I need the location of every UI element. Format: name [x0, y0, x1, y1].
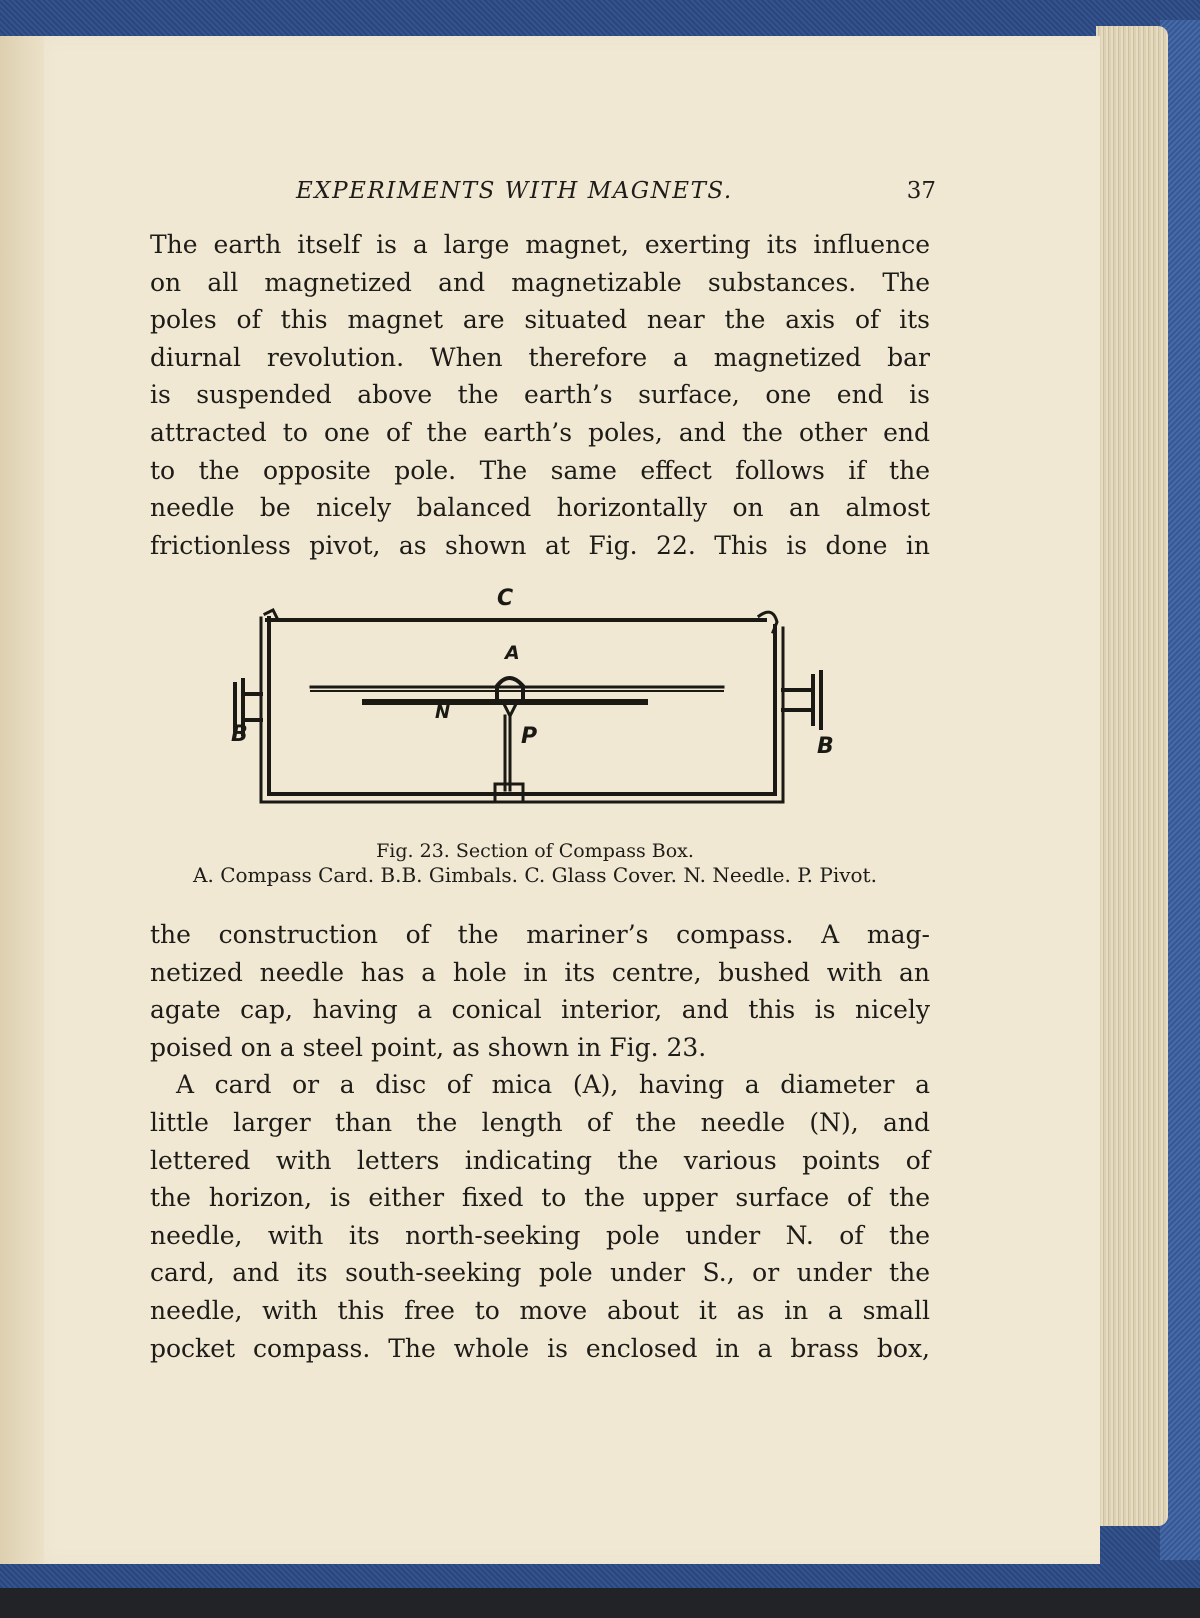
paragraph-bottom — [150, 916, 930, 1367]
text-line: A card or a disc of mica (A), having a diameter a — [176, 1070, 930, 1100]
pivot-line — [505, 716, 510, 790]
label-gimbal-left: B — [231, 722, 248, 747]
text-line: frictionless pivot, as shown at Fig. 22. This is done in — [150, 530, 930, 560]
running-title: EXPERIMENTS WITH MAGNETS. — [296, 178, 733, 204]
text-line: pocket compass. The whole is enclosed in a brass box, — [150, 1333, 930, 1363]
running-header — [296, 178, 936, 208]
label-gimbal-right: B — [817, 734, 834, 759]
paragraph-top — [150, 226, 930, 564]
background-surface — [0, 1588, 1200, 1618]
gimbal-right — [783, 672, 821, 728]
label-compass-card: A — [505, 642, 520, 664]
text-line: the construction of the mariner’s compass. A mag- — [150, 920, 930, 949]
text-line: needle, with its north-seeking pole under N. of the — [150, 1220, 930, 1250]
text-line: agate cap, having a conical interior, and this is nicely — [150, 995, 930, 1025]
text-line: poles of this magnet are situated near the axis of its — [150, 305, 930, 335]
text-line: to the opposite pole. The same effect follows if the — [150, 455, 930, 485]
text-line: lettered with letters indicating the various points of — [150, 1145, 930, 1175]
label-pivot: P — [521, 724, 538, 749]
text-line: netized needle has a hole in its centre, bushed with an — [150, 957, 930, 987]
page-gutter — [0, 36, 44, 1564]
page-number: 37 — [906, 178, 936, 204]
agate-cap — [497, 678, 523, 700]
text-line: poised on a steel point, as shown in Fig. 23. — [150, 1032, 707, 1062]
text-line: The earth itself is a large magnet, exerting its influence — [150, 230, 930, 259]
text-line: needle be nicely balanced horizontally on an almost — [150, 493, 930, 523]
text-line: needle, with this free to move about it as in a small — [150, 1295, 930, 1325]
box-wall — [269, 618, 775, 794]
text-line: attracted to one of the earth’s poles, and the other end — [150, 417, 930, 447]
text-line: little larger than the length of the needle (N), and — [150, 1107, 930, 1137]
figure-caption-title: Fig. 23. Section of Compass Box. — [376, 840, 694, 862]
text-line: on all magnetized and magnetizable substances. The — [150, 267, 930, 297]
figure-caption-key: A. Compass Card. B.B. Gimbals. C. Glass Cover. N. Needle. P. Pivot. — [193, 863, 877, 887]
text-line: card, and its south-seeking pole under S., or under the — [150, 1258, 930, 1288]
label-glass-cover: C — [497, 586, 514, 611]
label-needle: N — [435, 702, 451, 723]
text-line: is suspended above the earth’s surface, one end is — [150, 380, 930, 410]
text-line: the horizon, is either fixed to the upper surface of the — [150, 1183, 930, 1213]
compass-box-diagram — [225, 598, 865, 838]
compass-box-figure — [225, 586, 865, 838]
page-edges — [1096, 26, 1168, 1526]
text-line: diurnal revolution. When therefore a magnetized bar — [150, 342, 930, 372]
